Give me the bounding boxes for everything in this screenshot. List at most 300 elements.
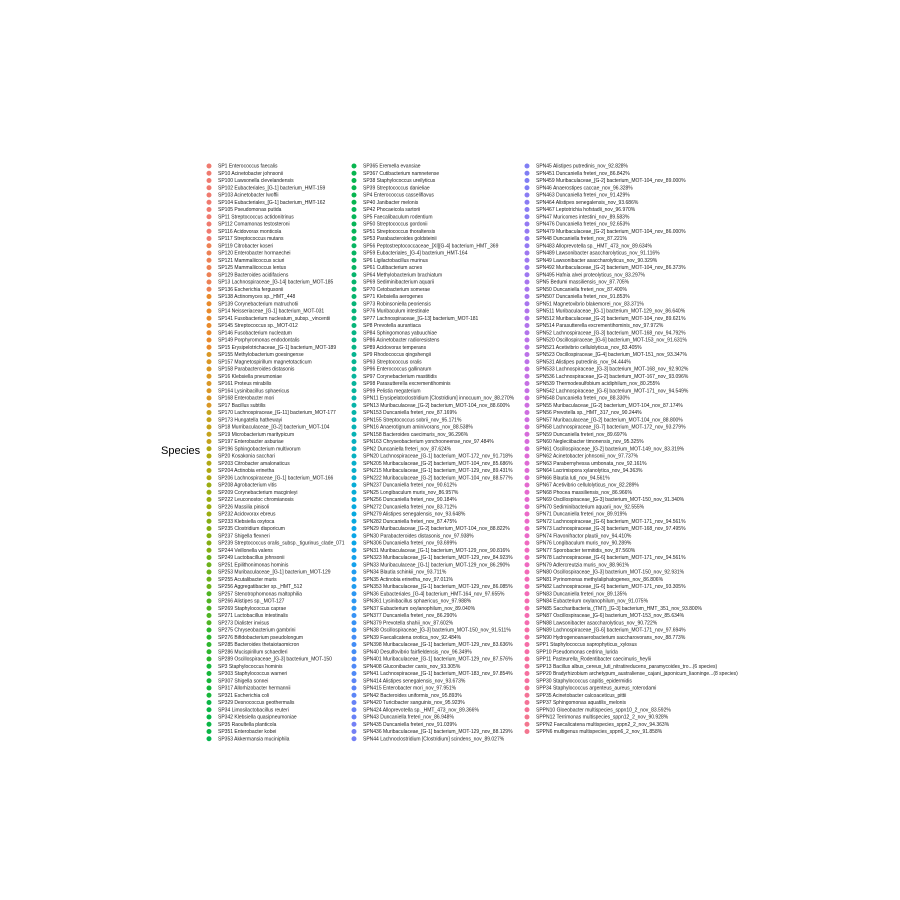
legend-entry <box>525 171 631 177</box>
legend-entry <box>352 171 440 177</box>
legend-swatch <box>352 171 357 176</box>
legend-swatch <box>525 272 530 277</box>
legend-entry <box>525 599 649 605</box>
legend-entry <box>352 454 514 460</box>
legend-swatch <box>207 693 212 698</box>
legend-label: SP100 Lawsonella clevelandensis <box>218 178 294 185</box>
legend-entry <box>525 251 661 257</box>
legend-entry <box>207 577 278 583</box>
legend-label: SP97 Corynebacterium mastitidis <box>363 373 437 380</box>
legend-label: SP206 Lachnospiraceae_[G-1] bacterium_MOT-166 <box>218 475 334 482</box>
legend-label: SPN43 Duncaniella freteri_nov_86.948% <box>363 714 454 721</box>
legend-entry <box>525 316 687 322</box>
legend-swatch <box>207 548 212 553</box>
legend-label: SPN548 Duncaniella freteri_nov_88.330% <box>536 395 630 402</box>
legend-label: SPN84 Eubacterium oxylanophilum_nov_91.075% <box>536 598 649 605</box>
legend-swatch <box>207 635 212 640</box>
legend-entry <box>352 236 437 242</box>
legend-swatch <box>207 301 212 306</box>
legend-swatch <box>352 454 357 459</box>
legend-label: SP20 Kosakonia sacchari <box>218 453 275 460</box>
legend-entry <box>207 461 291 467</box>
legend-swatch <box>352 280 357 285</box>
legend-label: SP303 Staphylococcus warneri <box>218 671 288 678</box>
legend-entry <box>207 649 288 655</box>
legend-label: SP266 Alistipes sp._MOT-127 <box>218 598 285 605</box>
legend-swatch <box>525 519 530 524</box>
legend-swatch <box>207 562 212 567</box>
legend-entry <box>352 251 468 257</box>
legend-entry <box>525 243 653 249</box>
legend-entry <box>525 287 628 293</box>
legend-entry <box>525 229 687 235</box>
legend-swatch <box>352 533 357 538</box>
legend-swatch <box>525 432 530 437</box>
legend-label: SPN57 Muribaculaceae_[G-2] bacterium_MOT-104_nov_88.800% <box>536 417 683 424</box>
legend-swatch <box>207 454 212 459</box>
legend-label: SPN46 Anaerostipes caccae_nov_96.328% <box>536 185 633 192</box>
legend-swatch <box>352 330 357 335</box>
legend-label: SPN81 Pyrinomonas methylaliphatogenes_nov_86.806% <box>536 576 664 583</box>
legend-label: SPN531 Alistipes putredinis_nov_94.444% <box>536 359 631 366</box>
legend-entry <box>352 193 435 199</box>
legend-swatch <box>207 323 212 328</box>
legend-entry <box>352 620 454 626</box>
legend-label: SPN67 Acetivibrio cellulolyticus_nov_82.289% <box>536 482 639 489</box>
legend-swatch <box>352 417 357 422</box>
legend-label: SP208 Agrobacterium vitis <box>218 482 277 489</box>
legend-entry <box>352 185 430 191</box>
legend-swatch <box>207 417 212 422</box>
legend-entry <box>352 381 452 387</box>
legend-swatch <box>207 461 212 466</box>
legend-label: SPN56 Prevotella sp._HMT_317_nov_90.244% <box>536 410 642 417</box>
legend-label: SP9 Rhodococcus qingshengii <box>363 352 431 359</box>
legend-entry <box>207 410 336 416</box>
legend-label: SPP30 Staphylococcus capitis_epidermidis <box>536 678 632 685</box>
legend-entry <box>525 388 689 394</box>
legend-entry <box>525 381 661 387</box>
legend-swatch <box>207 388 212 393</box>
legend-entry <box>207 301 299 307</box>
legend-swatch <box>525 294 530 299</box>
legend-swatch <box>207 330 212 335</box>
legend-entry <box>525 345 643 351</box>
legend-label: SPN256 Duncaniella freteri_nov_90.184% <box>363 497 457 504</box>
legend-label: SP93 Streptococcus oralis <box>363 359 422 366</box>
legend-entry <box>352 512 466 518</box>
legend-label: SP164 Lysinibacillus sphaericus <box>218 388 290 395</box>
legend-label: SP96 Enterococcus gallinarum <box>363 366 432 373</box>
legend-swatch <box>207 439 212 444</box>
legend-label: SPN514 Parasutterella excrementihominis_nov_97.972% <box>536 323 664 330</box>
legend-swatch <box>352 410 357 415</box>
legend-entry <box>525 468 644 474</box>
legend-entry <box>352 555 514 561</box>
legend-entry <box>352 446 452 452</box>
legend-label: SPN414 Alistipes senegalensis_nov_93.673% <box>363 678 466 685</box>
legend-swatch <box>352 258 357 263</box>
legend-entry <box>352 497 458 503</box>
legend-swatch <box>207 541 212 546</box>
legend-swatch <box>207 664 212 669</box>
legend-entry <box>207 193 279 199</box>
legend-entry <box>525 301 645 307</box>
legend-label: SPN38 Oscillospiraceae_[G-3] bacterium_MOT-150_nov_91.511% <box>363 627 511 634</box>
legend-entry <box>352 309 430 315</box>
legend-swatch <box>207 606 212 611</box>
legend-swatch <box>525 620 530 625</box>
legend-label: SPN379 Prevotella shahii_nov_87.602% <box>363 620 454 627</box>
legend-swatch <box>207 272 212 277</box>
legend-swatch <box>352 548 357 553</box>
legend-entry <box>207 599 285 605</box>
legend-swatch <box>207 222 212 227</box>
legend-label: SPN52 Lachnospiraceae_[G-3] bacterium_MOT-168_nov_94.792% <box>536 330 686 337</box>
legend-entry <box>525 446 685 452</box>
legend-label: SP138 Actinomyces sp._HMT_448 <box>218 294 296 301</box>
legend-entry <box>207 548 274 554</box>
legend-swatch <box>352 577 357 582</box>
legend-swatch <box>525 388 530 393</box>
legend-entry <box>525 425 687 431</box>
legend-entry <box>352 504 458 510</box>
legend-entry <box>207 729 277 735</box>
legend-entry <box>352 396 515 402</box>
legend-label: SP170 Lachnospiraceae_[G-11] bacterium_MOT-177 <box>218 410 336 417</box>
legend-label: SP196 Sphingobacterium multivorum <box>218 446 301 453</box>
legend-entry <box>525 475 611 481</box>
legend-entry <box>207 664 283 670</box>
legend-label: SPN539 Thermodesulfobium acidiphilum_nov_80.255% <box>536 381 660 388</box>
legend-entry <box>352 613 458 619</box>
legend-entry <box>207 526 285 532</box>
legend-entry <box>525 309 686 315</box>
legend-entry <box>525 693 627 699</box>
legend-swatch <box>525 338 530 343</box>
legend-entry <box>525 555 687 561</box>
legend-label: SPN495 Hafnia alvei proteolyticus_nov_83.297% <box>536 272 645 279</box>
legend-entry <box>525 526 687 532</box>
legend-entry <box>352 178 436 184</box>
legend-label: SP155 Methylobacterium goesingense <box>218 352 304 359</box>
legend-label: SP255 Acutalibacter muris <box>218 576 277 583</box>
legend-label: SP226 Massilia pinisoli <box>218 504 270 511</box>
legend-label: SP269 Staphylococcus caprae <box>218 605 287 612</box>
legend-swatch <box>207 410 212 415</box>
legend-label: SPN512 Muribaculaceae_[G-2] bacterium_MOT-104_nov_89.621% <box>536 315 686 322</box>
legend-entry <box>525 541 632 547</box>
legend-entry <box>352 359 423 365</box>
legend-swatch <box>525 497 530 502</box>
legend-entry <box>207 736 290 742</box>
legend-entry <box>207 715 297 721</box>
legend-entry <box>525 200 639 206</box>
legend-label: SPP1 Staphylococcus saprophyticus_xylosus <box>536 642 637 649</box>
legend-label: SPN82 Lachnospiraceae_[G-6] bacterium_MOT-171_nov_93.305% <box>536 584 686 591</box>
legend-entry <box>207 657 333 663</box>
legend-label: SP71 Klebsiella aerogenes <box>363 294 424 301</box>
legend-swatch <box>525 649 530 654</box>
legend-label: SP317 Allorhizobacter hermannii <box>218 685 291 692</box>
legend-label: SPN59 Duncaniella freteri_nov_89.697% <box>536 431 627 438</box>
legend-entry <box>525 403 684 409</box>
legend-swatch <box>207 214 212 219</box>
legend-label: SPN20 Lachnospiraceae_[G-1] bacterium_MOT-172_nov_91.718% <box>363 453 513 460</box>
legend-swatch <box>352 475 357 480</box>
legend-swatch <box>525 374 530 379</box>
legend-label: SPN44 Lachnoclostridium [Clostridium] scindens_nov_89.027% <box>363 736 505 743</box>
legend-label: SPN58 Lachnospiraceae_[G-7] bacterium_MOT-172_nov_93.279% <box>536 424 686 431</box>
legend-swatch <box>525 722 530 727</box>
legend-label: SP35 Raoultella planticola <box>218 721 277 728</box>
legend-label: SPN61 Oscillospiraceae_[G-2] bacterium_MOT-149_nov_83.319% <box>536 446 685 453</box>
legend-label: SPN237 Duncaniella freteri_nov_90.612% <box>363 482 457 489</box>
legend-label: SP112 Comamonas testosteroni <box>218 221 290 228</box>
legend-label: SP18 Murribaculaceae_[G-2] bacterium_MOT-104 <box>218 424 330 431</box>
legend-entry <box>352 403 511 409</box>
legend-entry <box>525 519 687 525</box>
legend-entry <box>207 468 275 474</box>
legend-entry <box>352 374 438 380</box>
legend-entry <box>352 323 422 329</box>
legend-entry <box>352 338 440 344</box>
legend-entry <box>525 454 639 460</box>
legend-label: SPN476 Duncaniella freteri_nov_92.653% <box>536 221 630 228</box>
legend-swatch <box>352 686 357 691</box>
legend-swatch <box>207 287 212 292</box>
legend-entry <box>352 417 462 423</box>
legend-label: SPN64 Lacrimispora xylanolytica_nov_94.363% <box>536 468 643 475</box>
legend-label: SPN73 Lachnospiraceae_[G-3] bacterium_MOT-168_nov_97.495% <box>536 526 686 533</box>
legend-entry <box>352 693 463 699</box>
legend-label: SP5 Faecalibaculum rodentium <box>363 214 433 221</box>
legend-entry <box>352 541 458 547</box>
legend-swatch <box>207 258 212 263</box>
legend-label: SPN47 Muricomes intestini_nov_89.583% <box>536 214 630 221</box>
legend-label: SP307 Shigella sonnei <box>218 678 269 685</box>
legend-label: SP275 Chryseobacterium gambrini <box>218 627 296 634</box>
legend-swatch <box>525 367 530 372</box>
legend-entry <box>525 265 687 271</box>
legend-swatch <box>207 265 212 270</box>
legend-swatch <box>207 700 212 705</box>
legend-label: SPP13 Bacillus albus_cereus_luti_nitratireducens_paramycoides_tro...(6 species) <box>536 663 718 670</box>
legend-label: SPN89 Lachnospiraceae_[G-6] bacterium_MOT-171_nov_97.694% <box>536 627 686 634</box>
legend-entry <box>525 620 658 626</box>
legend-swatch <box>352 367 357 372</box>
legend-swatch <box>352 512 357 517</box>
legend-entry <box>525 410 643 416</box>
legend-swatch <box>352 403 357 408</box>
legend-swatch <box>525 417 530 422</box>
legend-label: SP38 Staphylococcus ureilyticus <box>363 178 436 185</box>
legend-entry <box>525 657 651 663</box>
legend-entry <box>525 715 669 721</box>
legend-label: SP103 Acinetobacter lwoffii <box>218 192 279 199</box>
legend-swatch <box>207 736 212 741</box>
legend-entry <box>207 555 285 561</box>
legend-label: SPN353 Muribaculaceae_[G-1] bacterium_MOT-129_nov_86.085% <box>363 584 513 591</box>
legend-label: SP19 Microbacterium maritypicum <box>218 431 295 438</box>
legend-swatch <box>525 533 530 538</box>
legend-label: SPN436 Muribaculaceae_[G-1] bacterium_MOT-129_nov_88.129% <box>363 729 513 736</box>
legend-label: SPN41 Lachnospiraceae_[G-1] bacterium_MOT-183_nov_97.854% <box>363 671 513 678</box>
legend-entry <box>352 570 447 576</box>
legend-swatch <box>352 164 357 169</box>
legend-swatch <box>525 591 530 596</box>
legend-label: SPN222 Muribaculaceae_[G-2] bacterium_MOT-104_nov_88.577% <box>363 475 513 482</box>
legend-swatch <box>525 439 530 444</box>
legend-swatch <box>207 570 212 575</box>
legend-entry <box>207 628 296 634</box>
legend-entry <box>352 214 433 220</box>
legend-entry <box>207 265 287 271</box>
legend-entry <box>525 258 658 264</box>
legend-label: SP256 Aggregatibacter sp._HMT_512 <box>218 584 303 591</box>
legend-swatch <box>525 483 530 488</box>
legend-label: SP289 Oscillospiraceae_[G-3] bacterium_MOT-150 <box>218 656 332 663</box>
legend-label: SPN72 Lachnospiraceae_[G-6] bacterium_MOT-171_nov_94.561% <box>536 518 686 525</box>
legend-label: SP204 Actinobia erinetha <box>218 468 275 475</box>
legend-label: SP197 Enterobacter asburiae <box>218 439 284 446</box>
legend-swatch <box>525 729 530 734</box>
legend-label: SPN521 Acetivibrio cellulolyticus_nov_83.405% <box>536 344 642 351</box>
legend-entry <box>525 236 628 242</box>
legend-label: SPN30 Parabacteroides distasonis_nov_97.938% <box>363 533 474 540</box>
legend-entry <box>207 454 275 460</box>
legend-swatch <box>352 251 357 256</box>
legend-label: SP129 Bacteroides acidifaciens <box>218 272 289 279</box>
legend-label: SPN163 Chryseobacterium yonchooneense_nov_97.484% <box>363 439 494 446</box>
legend-label: SPN66 Blautia luti_nov_94.561% <box>536 475 610 482</box>
legend-label: SPN45 Alistipes putredinis_nov_92.828% <box>536 163 629 170</box>
legend-swatch <box>352 678 357 683</box>
legend-swatch <box>525 454 530 459</box>
legend-swatch <box>352 214 357 219</box>
legend-entry <box>207 635 304 641</box>
legend-label: SPN401 Muribaculaceae_[G-1] bacterium_MOT-129_nov_87.576% <box>363 656 513 663</box>
legend-label: SP8 Prevotella aurantiaca <box>363 323 421 330</box>
legend-label: SP3 Staphylococcus hominis <box>218 663 283 670</box>
legend-label: SPN533 Lachnospiraceae_[G-3] bacterium_MOT-168_nov_92.902% <box>536 366 689 373</box>
legend-label: SPP11 Pasteurella_Rodentibacter caecimuris_heylii <box>536 656 651 663</box>
legend-entry <box>525 584 687 590</box>
legend-entry <box>207 512 277 518</box>
legend-swatch <box>352 729 357 734</box>
legend-entry <box>525 417 684 423</box>
legend-entry <box>352 294 424 300</box>
legend-swatch <box>207 403 212 408</box>
legend-label: SP235 Clostridium disporicum <box>218 526 285 533</box>
legend-entry <box>352 642 514 648</box>
legend-entry <box>352 664 461 670</box>
legend-swatch <box>525 207 530 212</box>
legend-swatch <box>525 352 530 357</box>
legend-swatch <box>525 200 530 205</box>
legend-entry <box>207 541 345 547</box>
legend-label: SP76 Muribaculum intestinale <box>363 308 430 315</box>
legend-entry <box>525 222 631 228</box>
legend-label: SP276 Bifidobacterium pseudolongum <box>218 634 304 641</box>
legend-swatch <box>352 468 357 473</box>
legend-swatch <box>525 562 530 567</box>
legend-entry <box>352 258 429 264</box>
legend-swatch <box>352 222 357 227</box>
legend-label: SP15 Erysipelotrichaceae_[G-1] bacterium_MOT-189 <box>218 344 337 351</box>
legend-swatch <box>352 309 357 314</box>
legend-label: SPN435 Duncaniella freteri_nov_91.039% <box>363 721 457 728</box>
legend-swatch <box>207 526 212 531</box>
legend-label: SP105 Pseudomonas putida <box>218 207 282 214</box>
legend-swatch <box>525 229 530 234</box>
legend-entry <box>207 185 326 191</box>
legend-swatch <box>525 345 530 350</box>
legend-swatch <box>207 396 212 401</box>
legend-label: SP321 Escherichia coli <box>218 692 270 699</box>
legend-entry <box>352 229 436 235</box>
legend-swatch <box>207 374 212 379</box>
legend-swatch <box>525 526 530 531</box>
legend-swatch <box>525 265 530 270</box>
legend-entry <box>352 562 511 568</box>
legend-swatch <box>352 425 357 430</box>
legend-swatch <box>525 280 530 285</box>
legend-swatch <box>207 243 212 248</box>
legend-entry <box>352 301 432 307</box>
legend-swatch <box>525 164 530 169</box>
legend-label: SPN420 Turicibacter sanguinis_nov_95.923% <box>363 700 465 707</box>
legend-swatch <box>525 214 530 219</box>
legend-label: SPPN6 multigenus multispecies_sppn6_2_nov_91.858% <box>536 729 663 736</box>
legend-label: SPN88 Lawsonibacter asaccharolyticus_nov_90.722% <box>536 620 658 627</box>
legend-entry <box>352 272 443 278</box>
legend-label: SP17 Bacillus subtilis <box>218 402 266 409</box>
legend-label: SP42 Phocaeicola sartorii <box>363 207 421 214</box>
legend-label: SPN69 Oscillospiraceae_[G-3] bacterium_MOT-150_nov_91.340% <box>536 497 685 504</box>
legend-swatch <box>207 642 212 647</box>
legend-entry <box>207 222 290 228</box>
legend-entry <box>352 671 514 677</box>
legend-swatch <box>352 301 357 306</box>
legend-entry <box>207 359 312 365</box>
legend-swatch <box>525 222 530 227</box>
legend-entry <box>352 686 457 692</box>
legend-label: SPN536 Lachnospiraceae_[G-2] bacterium_MOT-167_nov_93.096% <box>536 373 689 380</box>
legend-label: SP285 Bacteroides thetaiotaomicron <box>218 642 300 649</box>
legend-entry <box>352 345 427 351</box>
legend-swatch <box>352 352 357 357</box>
legend-label: SPN90 Hydrogenoanaerobacterium saccharovorans_nov_88.773% <box>536 634 686 641</box>
legend-entry <box>525 338 688 344</box>
legend-label: SPPN10 Gloeobacter multispecies_sppn10_2_nov_83.592% <box>536 707 671 714</box>
legend-swatch <box>352 446 357 451</box>
legend-label: SPN523 Oscillospiraceae_[G-4] bacterium_MOT-151_nov_93.347% <box>536 352 687 359</box>
legend-label: SPN40 Desulfovibrio fairfieldensis_nov_96.349% <box>363 649 472 656</box>
legend-swatch <box>352 599 357 604</box>
legend-label: SPN415 Enterobacter mori_nov_97.951% <box>363 685 457 692</box>
legend-label: SP271 Lactobacillus intestinalis <box>218 613 289 620</box>
legend-entry <box>352 526 511 532</box>
legend-entry <box>352 700 466 706</box>
legend-label: SP16 Klebsiella pneumoniae <box>218 373 282 380</box>
legend-swatch <box>525 678 530 683</box>
legend-swatch <box>207 309 212 314</box>
legend-label: SP51 Streptococcus thoraltensis <box>363 228 436 235</box>
legend-label: SPN13 Muribaculaceae_[G-2] bacterium_MOT-104_nov_88.600% <box>363 402 510 409</box>
legend-entry <box>207 591 303 597</box>
legend-swatch <box>207 649 212 654</box>
